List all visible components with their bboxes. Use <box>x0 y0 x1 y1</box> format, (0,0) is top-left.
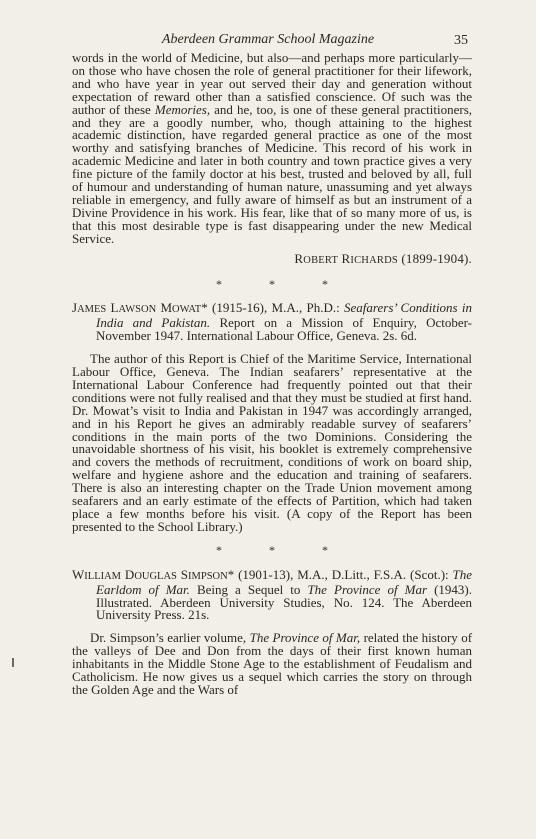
sequel-title-italic: The Province of Mar <box>307 581 428 597</box>
reviewer-signature: ROBERT RICHARDS (1899-1904). <box>294 250 472 266</box>
book-title-italic: Memories, <box>154 101 211 117</box>
review-paragraph-simpson: Dr. Simpson’s earlier volume, The Province of Mar, related the history of the valleys of Dee and Don from the days of their first known human inhabitants in the Middle Stone Age to the establishment of Feudalism and Catholicism. He now gives us a sequel which carries the story on through the Golden Age and the Wars of <box>72 630 473 697</box>
page-content <box>72 52 472 697</box>
running-title: Aberdeen Grammar School Magazine <box>161 32 375 47</box>
review-paragraph-mowat: The author of this Report is Chief of the Maritime Service, International Labour Office, Geneva. The Indian seafarers’ representative at the International Labour Conference had frequently pointed out that their conditions were not fully realised and that they must be studied at first hand. Dr. Mowat’s visit to India and Pakistan in 1947 was accordingly arranged, and in his Report he gives an admirably readable survey of seafarers’ conditions in the main ports of the two Dominions. Considering the unavoidable shortness of his visit, his booklet is extremely comprehensive and covers the methods of recruitment, conditions of work on board ship, welfare and hygiene ashore and the education and training of seafarers. There is also an interesting chapter on the Trade Union movement among seafarers and an early estimate of the effects of Partition, which had taken place a few months before his visit. (A copy of the Report has been presented to the School Library.) <box>72 351 472 534</box>
review-paragraph-memories: words in the world of Medicine, but also—and perhaps more particularly—on those who have chosen the role of general practitioner for their lifework, and who have year in year out served their day and generation without expectation of reward other than a satisfied conscience. Of such was the author of these Memories, and he, too, is one of these general practitioners, and they are a goodly number, who, though attaining to the highest academic distinction, have regarded general practice as one of the most worthy and satisfying branches of Medicine. This record of his work in academic Medicine and later in both country and town practice gives a very fine picture of the family doctor at his best, trusted and beloved by all, full of humour and understanding of human nature, unassuming and yet always reliable in emergency, and fully aware of himself as but an instrument of a Divine Providence in his work. His fear, like that of so many more of us, is that this most desirable type is fast disappearing under the new Medical Service. <box>72 50 472 246</box>
book-title-italic: The Earldom of Mar. <box>96 566 473 597</box>
book-title-italic: Seafarers’ Conditions in India and Pakistan. <box>96 300 473 331</box>
book-title-italic: The Province of Mar, <box>249 630 361 646</box>
section-separator: * * * <box>216 542 350 557</box>
page-number: 35 <box>454 33 468 48</box>
book-entry-mowat: JAMES LAWSON MOWAT* (1915-16), M.A., Ph.D.: Seafarers’ Conditions in India and Pakistan. Report on a Mission of Enquiry, October-November 1947. International Labour Office, Geneva. 2s. 6d. <box>72 300 473 344</box>
margin-mark <box>12 658 14 667</box>
page-header <box>0 32 536 50</box>
section-separator: * * * <box>216 276 350 291</box>
book-entry-simpson: WILLIAM DOUGLAS SIMPSON* (1901-13), M.A., D.Litt., F.S.A. (Scot.): The Earldom of Mar. Being a Sequel to The Province of Mar (1943). Illustrated. Aberdeen University Studies, No. 124. The Aberdeen University Press. 21s. <box>72 566 473 623</box>
